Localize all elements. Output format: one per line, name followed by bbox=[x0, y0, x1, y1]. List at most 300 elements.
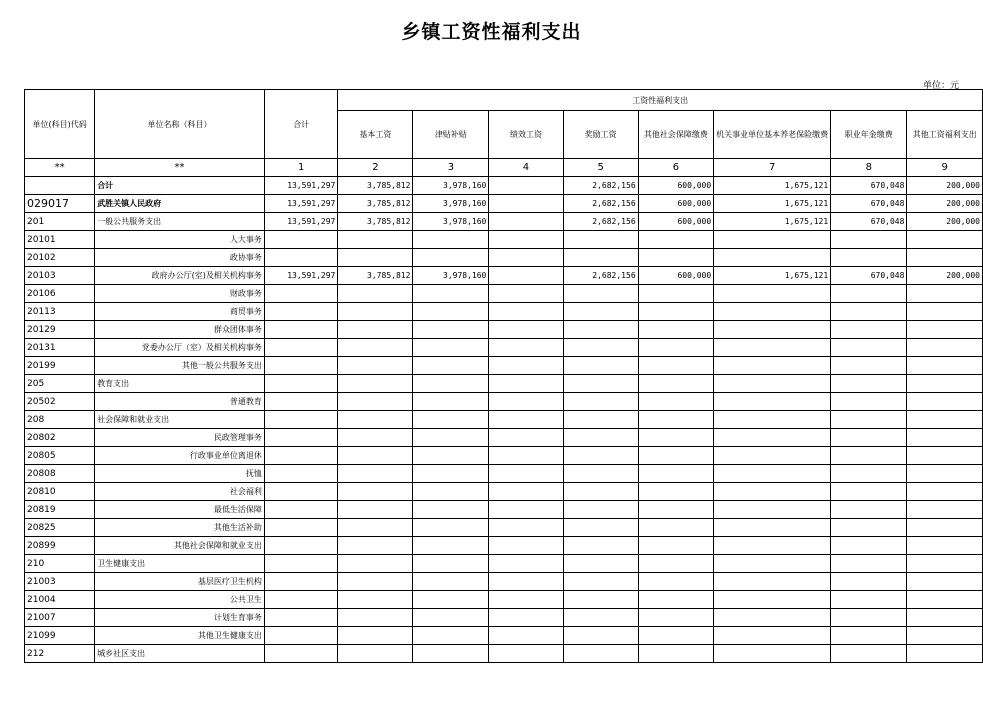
row-name: 基层医疗卫生机构 bbox=[95, 573, 265, 591]
row-value bbox=[338, 231, 413, 249]
row-value bbox=[638, 537, 714, 555]
row-value: 3,978,160 bbox=[413, 267, 489, 285]
row-value: 3,978,160 bbox=[413, 177, 489, 195]
row-value bbox=[489, 285, 563, 303]
table-row bbox=[25, 537, 983, 555]
row-value bbox=[831, 285, 907, 303]
row-value bbox=[338, 447, 413, 465]
row-value bbox=[489, 573, 563, 591]
row-value bbox=[413, 303, 489, 321]
row-code: 20802 bbox=[25, 429, 95, 447]
row-value: 2,682,156 bbox=[563, 267, 638, 285]
row-value bbox=[563, 501, 638, 519]
row-value bbox=[489, 177, 563, 195]
row-value bbox=[563, 285, 638, 303]
row-value bbox=[714, 393, 831, 411]
row-value bbox=[489, 393, 563, 411]
row-value bbox=[714, 537, 831, 555]
row-value: 2,682,156 bbox=[563, 177, 638, 195]
row-value bbox=[338, 429, 413, 447]
row-name: 合计 bbox=[95, 177, 265, 195]
table-row bbox=[25, 195, 983, 213]
row-value bbox=[489, 339, 563, 357]
row-value: 3,785,812 bbox=[338, 195, 413, 213]
row-value: 670,048 bbox=[831, 195, 907, 213]
row-code: 20805 bbox=[25, 447, 95, 465]
row-value bbox=[907, 303, 983, 321]
table-row bbox=[25, 213, 983, 231]
row-name: 其他卫生健康支出 bbox=[95, 627, 265, 645]
row-value: 13,591,297 bbox=[264, 213, 338, 231]
row-value: 670,048 bbox=[831, 267, 907, 285]
row-value bbox=[907, 537, 983, 555]
row-name: 武胜关镇人民政府 bbox=[95, 195, 265, 213]
row-value bbox=[264, 519, 338, 537]
row-value bbox=[338, 501, 413, 519]
row-code: 20899 bbox=[25, 537, 95, 555]
row-value bbox=[264, 609, 338, 627]
row-value bbox=[489, 249, 563, 267]
row-code: 21099 bbox=[25, 627, 95, 645]
row-value: 200,000 bbox=[907, 195, 983, 213]
row-value bbox=[907, 321, 983, 339]
row-name: 政府办公厅(室)及相关机构事务 bbox=[95, 267, 265, 285]
row-value bbox=[563, 591, 638, 609]
row-value bbox=[264, 375, 338, 393]
page-title: 乡镇工资性福利支出 bbox=[401, 21, 582, 43]
row-name: 普通教育 bbox=[95, 393, 265, 411]
row-value bbox=[413, 447, 489, 465]
row-value bbox=[638, 411, 714, 429]
row-value bbox=[264, 483, 338, 501]
index-cell: ** bbox=[25, 159, 95, 177]
row-value bbox=[489, 267, 563, 285]
row-value bbox=[413, 231, 489, 249]
row-value bbox=[264, 537, 338, 555]
row-value bbox=[489, 591, 563, 609]
table-row bbox=[25, 177, 983, 195]
row-value bbox=[831, 483, 907, 501]
table-row bbox=[25, 285, 983, 303]
row-value bbox=[831, 465, 907, 483]
row-value bbox=[907, 447, 983, 465]
row-value bbox=[264, 573, 338, 591]
header-name: 单位名称（科目） bbox=[95, 90, 265, 159]
row-value bbox=[907, 339, 983, 357]
row-value bbox=[714, 375, 831, 393]
row-value bbox=[413, 483, 489, 501]
row-name: 城乡社区支出 bbox=[95, 645, 265, 663]
row-value: 1,675,121 bbox=[714, 177, 831, 195]
row-value: 2,682,156 bbox=[563, 195, 638, 213]
row-value bbox=[638, 447, 714, 465]
row-value bbox=[413, 591, 489, 609]
row-code: 21004 bbox=[25, 591, 95, 609]
row-code: 20106 bbox=[25, 285, 95, 303]
row-value bbox=[831, 537, 907, 555]
row-value bbox=[264, 411, 338, 429]
row-value: 600,000 bbox=[638, 177, 714, 195]
row-value bbox=[338, 321, 413, 339]
row-name: 行政事业单位离退休 bbox=[95, 447, 265, 465]
row-value bbox=[714, 249, 831, 267]
row-value bbox=[638, 375, 714, 393]
row-value bbox=[413, 249, 489, 267]
row-value bbox=[714, 357, 831, 375]
row-value bbox=[413, 519, 489, 537]
row-name: 社会福利 bbox=[95, 483, 265, 501]
row-code: 201 bbox=[25, 213, 95, 231]
row-value bbox=[907, 501, 983, 519]
row-value bbox=[831, 375, 907, 393]
row-value bbox=[338, 303, 413, 321]
row-value bbox=[907, 573, 983, 591]
row-value bbox=[638, 357, 714, 375]
row-value bbox=[413, 537, 489, 555]
row-name: 民政管理事务 bbox=[95, 429, 265, 447]
row-value bbox=[413, 429, 489, 447]
row-value bbox=[907, 627, 983, 645]
row-value bbox=[563, 627, 638, 645]
row-value bbox=[714, 231, 831, 249]
row-value bbox=[831, 357, 907, 375]
row-code: 20810 bbox=[25, 483, 95, 501]
index-cell: 6 bbox=[638, 159, 714, 177]
row-value bbox=[489, 303, 563, 321]
row-value bbox=[489, 483, 563, 501]
header-col-6: 机关事业单位基本养老保险缴费 bbox=[714, 111, 831, 159]
row-value bbox=[413, 645, 489, 663]
row-value bbox=[831, 231, 907, 249]
row-value: 1,675,121 bbox=[714, 213, 831, 231]
row-value bbox=[714, 555, 831, 573]
row-value bbox=[563, 519, 638, 537]
row-value bbox=[907, 591, 983, 609]
row-value bbox=[413, 321, 489, 339]
row-code: 20129 bbox=[25, 321, 95, 339]
unit-label: 单位：元 bbox=[922, 81, 959, 91]
row-code: 208 bbox=[25, 411, 95, 429]
row-value bbox=[638, 393, 714, 411]
row-value bbox=[413, 411, 489, 429]
row-code: 20819 bbox=[25, 501, 95, 519]
row-value bbox=[563, 321, 638, 339]
row-value bbox=[714, 483, 831, 501]
row-value bbox=[264, 303, 338, 321]
row-value bbox=[638, 645, 714, 663]
row-value: 13,591,297 bbox=[264, 267, 338, 285]
row-value bbox=[338, 645, 413, 663]
row-value: 3,978,160 bbox=[413, 195, 489, 213]
row-name: 教育支出 bbox=[95, 375, 265, 393]
table-row bbox=[25, 483, 983, 501]
row-value bbox=[413, 393, 489, 411]
row-value bbox=[907, 231, 983, 249]
row-value bbox=[563, 411, 638, 429]
row-value bbox=[638, 303, 714, 321]
row-value bbox=[338, 249, 413, 267]
row-value bbox=[638, 555, 714, 573]
row-value bbox=[338, 573, 413, 591]
table-row bbox=[25, 591, 983, 609]
row-value bbox=[638, 285, 714, 303]
row-code: 20502 bbox=[25, 393, 95, 411]
row-value bbox=[638, 591, 714, 609]
row-value bbox=[413, 501, 489, 519]
row-value bbox=[338, 285, 413, 303]
row-code: 21007 bbox=[25, 609, 95, 627]
row-value bbox=[489, 447, 563, 465]
table-row bbox=[25, 609, 983, 627]
row-value bbox=[563, 555, 638, 573]
row-value bbox=[264, 627, 338, 645]
row-value bbox=[831, 645, 907, 663]
row-value bbox=[338, 483, 413, 501]
row-name: 最低生活保障 bbox=[95, 501, 265, 519]
row-value bbox=[907, 465, 983, 483]
row-value bbox=[638, 573, 714, 591]
row-code: 20102 bbox=[25, 249, 95, 267]
header-code: 单位(科目)代码 bbox=[25, 90, 95, 159]
row-value bbox=[907, 429, 983, 447]
row-value bbox=[264, 555, 338, 573]
row-name: 其他一般公共服务支出 bbox=[95, 357, 265, 375]
index-cell: ** bbox=[95, 159, 265, 177]
index-cell: 5 bbox=[563, 159, 638, 177]
row-value bbox=[264, 339, 338, 357]
row-value bbox=[714, 411, 831, 429]
row-code: 20113 bbox=[25, 303, 95, 321]
row-value bbox=[563, 303, 638, 321]
row-name: 党委办公厅（室）及相关机构事务 bbox=[95, 339, 265, 357]
row-value bbox=[714, 339, 831, 357]
row-value: 2,682,156 bbox=[563, 213, 638, 231]
index-cell: 9 bbox=[907, 159, 983, 177]
row-value bbox=[264, 231, 338, 249]
row-value bbox=[413, 357, 489, 375]
row-value bbox=[714, 591, 831, 609]
index-row bbox=[25, 159, 983, 177]
header-col-2: 津贴补贴 bbox=[413, 111, 489, 159]
index-cell: 1 bbox=[264, 159, 338, 177]
row-value bbox=[831, 249, 907, 267]
header-col-8: 其他工资福利支出 bbox=[907, 111, 983, 159]
row-value bbox=[413, 285, 489, 303]
row-value bbox=[413, 375, 489, 393]
table-row bbox=[25, 411, 983, 429]
row-value bbox=[489, 465, 563, 483]
row-name: 卫生健康支出 bbox=[95, 555, 265, 573]
row-value bbox=[907, 357, 983, 375]
row-value bbox=[831, 303, 907, 321]
header-group: 工资性福利支出 bbox=[338, 90, 983, 111]
row-value bbox=[413, 609, 489, 627]
row-value bbox=[563, 357, 638, 375]
row-value bbox=[638, 339, 714, 357]
row-value bbox=[264, 429, 338, 447]
table-row bbox=[25, 393, 983, 411]
row-name: 财政事务 bbox=[95, 285, 265, 303]
row-value bbox=[563, 537, 638, 555]
row-code: 21003 bbox=[25, 573, 95, 591]
table-row bbox=[25, 267, 983, 285]
row-value bbox=[907, 375, 983, 393]
header-col-4: 奖励工资 bbox=[563, 111, 638, 159]
row-value bbox=[338, 627, 413, 645]
row-value bbox=[563, 231, 638, 249]
row-name: 计划生育事务 bbox=[95, 609, 265, 627]
row-value bbox=[338, 339, 413, 357]
row-code: 20808 bbox=[25, 465, 95, 483]
row-value bbox=[907, 411, 983, 429]
row-value bbox=[907, 393, 983, 411]
row-value bbox=[831, 429, 907, 447]
header-col-1: 基本工资 bbox=[338, 111, 413, 159]
row-value: 200,000 bbox=[907, 213, 983, 231]
row-value bbox=[413, 339, 489, 357]
table-row bbox=[25, 357, 983, 375]
header-col-7: 职业年金缴费 bbox=[831, 111, 907, 159]
row-value bbox=[489, 213, 563, 231]
row-value bbox=[413, 465, 489, 483]
row-value bbox=[264, 249, 338, 267]
table-row bbox=[25, 519, 983, 537]
row-name: 公共卫生 bbox=[95, 591, 265, 609]
row-value bbox=[563, 393, 638, 411]
table-row bbox=[25, 465, 983, 483]
row-value bbox=[489, 537, 563, 555]
row-value bbox=[831, 447, 907, 465]
index-cell: 8 bbox=[831, 159, 907, 177]
row-name: 一般公共服务支出 bbox=[95, 213, 265, 231]
row-value bbox=[489, 627, 563, 645]
row-value bbox=[907, 249, 983, 267]
row-value bbox=[638, 519, 714, 537]
row-value bbox=[907, 609, 983, 627]
row-name: 人大事务 bbox=[95, 231, 265, 249]
row-value: 13,591,297 bbox=[264, 195, 338, 213]
row-value bbox=[563, 573, 638, 591]
row-code: 20199 bbox=[25, 357, 95, 375]
row-value bbox=[489, 375, 563, 393]
row-value: 1,675,121 bbox=[714, 267, 831, 285]
row-value bbox=[714, 303, 831, 321]
row-value bbox=[714, 519, 831, 537]
row-code: 20103 bbox=[25, 267, 95, 285]
row-value bbox=[264, 465, 338, 483]
row-name: 抚恤 bbox=[95, 465, 265, 483]
row-value bbox=[264, 501, 338, 519]
table-row bbox=[25, 429, 983, 447]
row-value bbox=[638, 501, 714, 519]
row-value bbox=[489, 195, 563, 213]
row-value bbox=[563, 483, 638, 501]
header-col-5: 其他社会保障缴费 bbox=[638, 111, 714, 159]
row-value bbox=[264, 591, 338, 609]
row-value bbox=[338, 591, 413, 609]
row-value bbox=[563, 609, 638, 627]
row-value bbox=[831, 573, 907, 591]
row-value bbox=[563, 645, 638, 663]
row-value bbox=[638, 429, 714, 447]
row-value bbox=[714, 501, 831, 519]
row-value bbox=[264, 447, 338, 465]
row-value bbox=[638, 627, 714, 645]
row-value bbox=[338, 375, 413, 393]
row-value bbox=[714, 285, 831, 303]
row-value bbox=[264, 321, 338, 339]
row-name: 群众团体事务 bbox=[95, 321, 265, 339]
header-col-3: 绩效工资 bbox=[489, 111, 563, 159]
row-name: 政协事务 bbox=[95, 249, 265, 267]
row-name: 其他生活补助 bbox=[95, 519, 265, 537]
row-value bbox=[831, 393, 907, 411]
row-value bbox=[338, 393, 413, 411]
row-value: 3,785,812 bbox=[338, 213, 413, 231]
row-value bbox=[831, 339, 907, 357]
row-code: 205 bbox=[25, 375, 95, 393]
row-value: 600,000 bbox=[638, 213, 714, 231]
row-value bbox=[714, 573, 831, 591]
row-value bbox=[563, 375, 638, 393]
row-value bbox=[413, 555, 489, 573]
row-code: 212 bbox=[25, 645, 95, 663]
row-value bbox=[714, 321, 831, 339]
row-value bbox=[489, 645, 563, 663]
row-value bbox=[638, 483, 714, 501]
row-value bbox=[338, 519, 413, 537]
row-value bbox=[338, 609, 413, 627]
row-value bbox=[338, 357, 413, 375]
index-cell: 2 bbox=[338, 159, 413, 177]
table-row bbox=[25, 573, 983, 591]
table-row bbox=[25, 645, 983, 663]
row-value bbox=[264, 285, 338, 303]
row-value bbox=[907, 483, 983, 501]
row-code: 20825 bbox=[25, 519, 95, 537]
row-value: 670,048 bbox=[831, 177, 907, 195]
row-value bbox=[264, 357, 338, 375]
row-name: 社会保障和就业支出 bbox=[95, 411, 265, 429]
row-value bbox=[264, 393, 338, 411]
row-value: 670,048 bbox=[831, 213, 907, 231]
index-cell: 4 bbox=[489, 159, 563, 177]
row-value bbox=[638, 249, 714, 267]
row-code: 20101 bbox=[25, 231, 95, 249]
row-value bbox=[907, 285, 983, 303]
row-value bbox=[489, 519, 563, 537]
row-value bbox=[489, 501, 563, 519]
row-value bbox=[489, 357, 563, 375]
row-value bbox=[714, 465, 831, 483]
row-value bbox=[338, 537, 413, 555]
row-value bbox=[638, 321, 714, 339]
row-value bbox=[338, 555, 413, 573]
row-value bbox=[264, 645, 338, 663]
row-value bbox=[489, 609, 563, 627]
row-value bbox=[714, 447, 831, 465]
row-value bbox=[831, 321, 907, 339]
row-value: 1,675,121 bbox=[714, 195, 831, 213]
row-value bbox=[831, 501, 907, 519]
table-row bbox=[25, 303, 983, 321]
row-value: 3,785,812 bbox=[338, 177, 413, 195]
row-value bbox=[831, 555, 907, 573]
row-code: 210 bbox=[25, 555, 95, 573]
row-value: 600,000 bbox=[638, 267, 714, 285]
row-value bbox=[831, 519, 907, 537]
row-value bbox=[638, 231, 714, 249]
